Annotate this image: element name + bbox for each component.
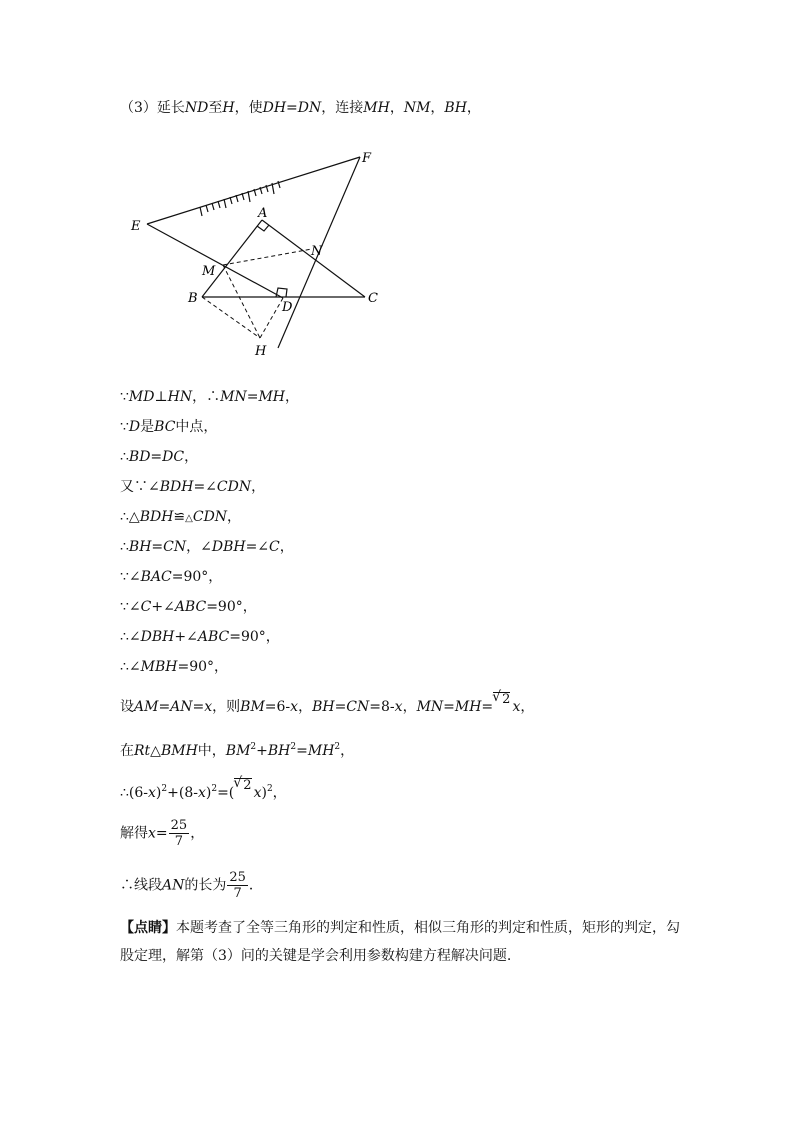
proof-line-1 bbox=[120, 387, 299, 407]
text: ， bbox=[227, 509, 242, 525]
dashed-dh bbox=[260, 298, 283, 338]
label-e: E bbox=[131, 219, 141, 234]
text: = bbox=[296, 743, 308, 759]
proof-line-3 bbox=[120, 447, 198, 467]
label-h: H bbox=[255, 344, 267, 359]
superscript: 2 bbox=[334, 742, 341, 752]
text: ∴△ bbox=[120, 509, 140, 525]
text: x bbox=[290, 699, 299, 715]
text: ， bbox=[279, 539, 294, 555]
label-a: A bbox=[258, 206, 268, 221]
text: ， bbox=[284, 389, 299, 405]
text: x bbox=[512, 699, 521, 715]
text: ∴ bbox=[120, 449, 129, 465]
text: x bbox=[148, 785, 156, 801]
text: ∠BAC bbox=[128, 569, 172, 585]
denominator: 7 bbox=[233, 886, 242, 901]
text: =90°， bbox=[177, 659, 229, 675]
text: ∴线段 bbox=[120, 877, 162, 894]
fraction-25-7 bbox=[169, 818, 190, 849]
text: CDN bbox=[192, 509, 228, 525]
text: ， bbox=[251, 479, 266, 495]
denominator: 7 bbox=[174, 834, 184, 849]
text: ∴ bbox=[120, 659, 129, 675]
var-mh: MH bbox=[363, 100, 390, 116]
text: MN=MH bbox=[220, 389, 285, 405]
text: ∴ bbox=[120, 629, 129, 645]
sqrt-2: √ 2 bbox=[493, 692, 510, 707]
text: ∵ bbox=[120, 569, 129, 585]
text: ， bbox=[190, 825, 205, 842]
var-nm: NM bbox=[403, 100, 431, 116]
text: +(8- bbox=[167, 785, 198, 801]
proof-line-2 bbox=[120, 417, 217, 437]
text: x bbox=[253, 785, 262, 801]
text: 设 bbox=[120, 699, 134, 715]
text: ， bbox=[298, 699, 313, 715]
text: D bbox=[128, 419, 141, 435]
proof-line-4 bbox=[120, 477, 265, 497]
superscript: 2 bbox=[250, 742, 257, 752]
text: ，使 bbox=[234, 100, 263, 116]
label-b: B bbox=[188, 291, 198, 306]
text: ∵ bbox=[120, 419, 129, 435]
superscript: 2 bbox=[266, 784, 273, 794]
text: ≌ bbox=[173, 509, 186, 525]
text: BC bbox=[154, 419, 176, 435]
text: ， bbox=[466, 100, 481, 116]
var-bh: BH bbox=[444, 100, 467, 116]
var-nd: ND bbox=[184, 100, 209, 116]
text: 中点， bbox=[175, 419, 218, 435]
text: = bbox=[155, 825, 168, 842]
label-n: N bbox=[311, 244, 323, 259]
comment-text: 本题考查了全等三角形的判定和性质，相似三角形的判定和性质，矩形的判定，勾股定理，解第（3）问的关键是学会利用参数构建方程解决问题. bbox=[120, 920, 680, 964]
proof-line-10 bbox=[120, 657, 228, 677]
text: =6- bbox=[264, 699, 291, 715]
text: BMH bbox=[160, 743, 198, 759]
numerator: 25 bbox=[229, 870, 246, 885]
sqrt-2: √ 2 bbox=[234, 778, 251, 793]
numerator: 25 bbox=[170, 818, 188, 833]
text: BM bbox=[240, 699, 265, 715]
label-f: F bbox=[362, 151, 372, 166]
text: MD bbox=[128, 389, 155, 405]
text: ， bbox=[430, 100, 445, 116]
proof-line-9 bbox=[120, 627, 280, 647]
proof-line-5 bbox=[120, 507, 241, 529]
text: HN bbox=[167, 389, 193, 405]
proof-line-6 bbox=[120, 537, 294, 557]
fraction-25-7 bbox=[227, 870, 248, 901]
text: BM bbox=[225, 743, 251, 759]
text: ， bbox=[402, 699, 417, 715]
text: 的长为 bbox=[184, 877, 227, 894]
text: 又∵ bbox=[120, 479, 148, 495]
text: ，则 bbox=[212, 699, 241, 715]
text: MN=MH= bbox=[416, 699, 494, 715]
var-dh-dn: DH=DN bbox=[262, 100, 322, 116]
segment-ed bbox=[147, 224, 283, 298]
text: ∠DBH=∠C bbox=[200, 539, 280, 555]
text: 延长 bbox=[156, 100, 185, 116]
proof-line-11 bbox=[120, 692, 534, 717]
text: ) bbox=[261, 785, 267, 801]
text: ∵ bbox=[120, 599, 129, 615]
var-h: H bbox=[222, 100, 235, 116]
text: ，∴ bbox=[192, 389, 221, 405]
text: △ bbox=[150, 743, 161, 759]
text: ． bbox=[248, 877, 263, 894]
text: =90°， bbox=[206, 599, 257, 615]
step3-line bbox=[120, 98, 481, 118]
dashed-bh bbox=[202, 297, 260, 338]
text: BH=CN bbox=[128, 539, 187, 555]
text: x bbox=[394, 699, 403, 715]
text: ) bbox=[155, 785, 162, 801]
text: BDH bbox=[139, 509, 174, 525]
text: ∠C+∠ABC bbox=[128, 599, 207, 615]
proof-line-12 bbox=[120, 737, 354, 761]
text: + bbox=[256, 743, 268, 759]
text: BD=DC bbox=[128, 449, 185, 465]
text: ) bbox=[205, 785, 212, 801]
superscript: 2 bbox=[161, 784, 168, 794]
label-m: M bbox=[202, 264, 216, 279]
text: ，连接 bbox=[321, 100, 364, 116]
text: Rt bbox=[134, 743, 151, 759]
text: AM=AN=x bbox=[134, 699, 213, 715]
proof-line-8 bbox=[120, 597, 257, 617]
text: ， bbox=[340, 743, 355, 759]
text: ， bbox=[184, 449, 199, 465]
text: 是 bbox=[140, 419, 155, 435]
text: MH bbox=[307, 743, 335, 759]
text: =90°， bbox=[229, 629, 280, 645]
segment-ef bbox=[147, 157, 360, 224]
text: 解得 bbox=[120, 825, 148, 842]
text: ， bbox=[186, 539, 201, 555]
text: △ bbox=[185, 513, 193, 524]
proof-line-14 bbox=[120, 818, 204, 849]
text: 中， bbox=[197, 743, 226, 759]
text: ∴(6- bbox=[120, 785, 149, 801]
text: ， bbox=[272, 785, 287, 801]
geometry-figure bbox=[120, 140, 390, 365]
text: =8- bbox=[369, 699, 395, 715]
proof-line-13 bbox=[120, 778, 287, 803]
text: ∴ bbox=[120, 539, 129, 555]
dashed-mn bbox=[223, 249, 312, 265]
proof-line-7 bbox=[120, 567, 222, 587]
text: BH bbox=[267, 743, 291, 759]
superscript: 2 bbox=[211, 784, 218, 794]
text: ∠MBH bbox=[128, 659, 178, 675]
text: =90°， bbox=[171, 569, 223, 585]
comment-tag: 【点睛】 bbox=[120, 920, 176, 936]
text: AN bbox=[162, 877, 185, 894]
text: ∠DBH+∠ABC bbox=[128, 629, 230, 645]
text: ⊥ bbox=[154, 389, 168, 405]
right-angle-a bbox=[257, 225, 269, 231]
text: =( bbox=[217, 785, 235, 801]
proof-line-15 bbox=[120, 870, 263, 901]
text: x bbox=[197, 785, 206, 801]
text: BH=CN bbox=[312, 699, 370, 715]
text: ∠BDH=∠CDN bbox=[148, 479, 252, 495]
comment-paragraph bbox=[120, 914, 680, 970]
text: ， bbox=[389, 100, 404, 116]
step-number: （3） bbox=[120, 100, 157, 116]
label-c: C bbox=[368, 291, 378, 306]
text: 至 bbox=[208, 100, 223, 116]
label-d: D bbox=[282, 300, 293, 315]
superscript: 2 bbox=[290, 742, 297, 752]
text: 在 bbox=[120, 743, 134, 759]
text: x bbox=[148, 825, 156, 842]
text: ， bbox=[520, 699, 535, 715]
text: ∵ bbox=[120, 389, 129, 405]
